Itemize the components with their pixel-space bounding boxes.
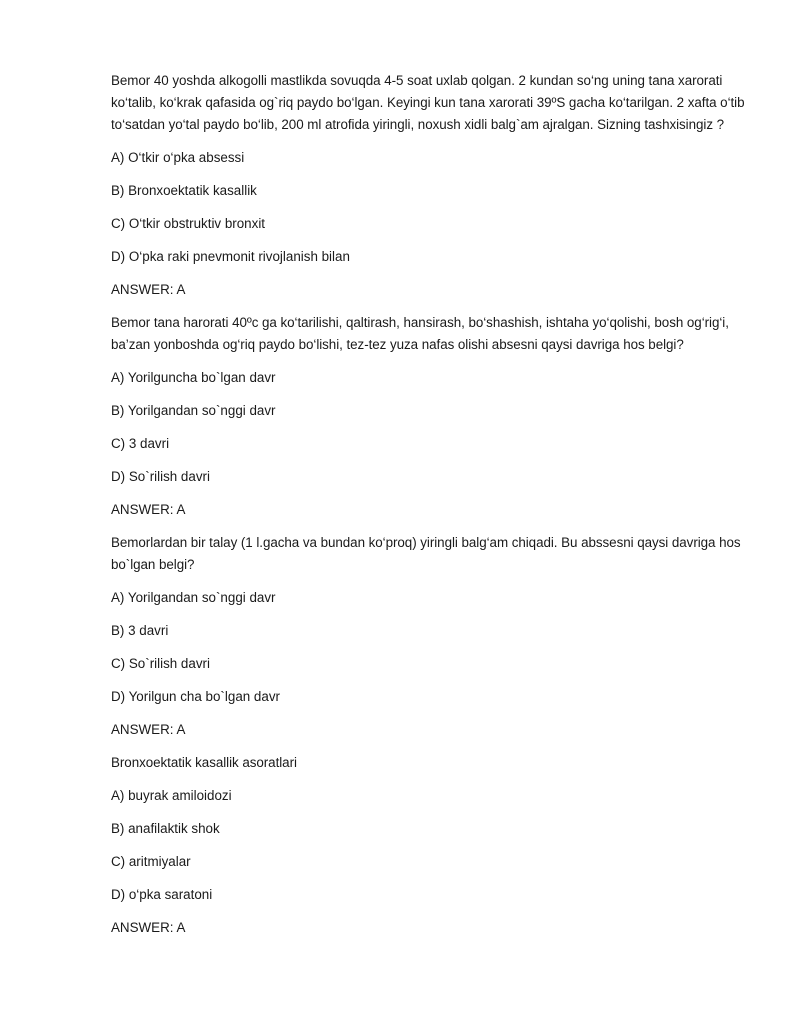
option-a: A) O‘tkir o‘pka absessi [111,150,245,165]
answer-line: ANSWER: A [111,722,186,737]
question-text: Bemor 40 yoshda alkogolli mastlikda sovuqda 4-5 soat uxlab qolgan. 2 kundan so‘ng uning tana xarorati ko‘talib, ko‘krak qafasida og`riq paydo bo‘lgan. Keyingi kun tana xarorati 39ºS gacha ko‘tarilgan. 2 xafta o‘tib to‘satdan yo‘tal paydo bo‘lib, 200 ml atrofida yiringli, noxush xidli balg`am ajralgan. Sizning tashxisingiz ? [111,73,745,132]
question-block-1 [111,70,747,301]
option-b: B) anafilaktik shok [111,821,220,836]
option-c: C) O‘tkir obstruktiv bronxit [111,216,266,231]
question-block-4 [111,752,747,939]
option-d: D) o‘pka saratoni [111,887,213,902]
option-a: A) Yorilguncha bo`lgan davr [111,370,276,385]
option-b: B) Yorilgandan so`nggi davr [111,403,276,418]
option-b: B) Bronxoektatik kasallik [111,183,257,198]
question-text: Bemorlardan bir talay (1 l.gacha va bundan ko‘proq) yiringli balg‘am chiqadi. Bu abssesni qaysi davriga hos bo`lgan belgi? [111,535,741,572]
option-c: C) 3 davri [111,436,170,451]
option-a: A) buyrak amiloidozi [111,788,232,803]
option-d: D) So`rilish davri [111,469,210,484]
option-c: C) aritmiyalar [111,854,191,869]
option-b: B) 3 davri [111,623,169,638]
answer-line: ANSWER: A [111,502,186,517]
option-a: A) Yorilgandan so`nggi davr [111,590,276,605]
answer-line: ANSWER: A [111,920,186,935]
question-block-3 [111,532,747,741]
option-d: D) O‘pka raki pnevmonit rivojlanish bilan [111,249,350,264]
option-c: C) So`rilish davri [111,656,210,671]
question-text: Bronxoektatik kasallik asoratlari [111,755,297,770]
question-text: Bemor tana harorati 40ºc ga ko‘tarilishi, qaltirash, hansirash, bo‘shashish, ishtaha yo‘qolishi, bosh og‘rig‘i, ba’zan yonboshda og‘riq paydo bo‘lishi, tez-tez yuza nafas olishi absesni qaysi davriga hos belgi? [111,315,729,352]
option-d: D) Yorilgun cha bo`lgan davr [111,689,280,704]
answer-line: ANSWER: A [111,282,186,297]
question-block-2 [111,312,747,521]
document-page [111,70,747,950]
